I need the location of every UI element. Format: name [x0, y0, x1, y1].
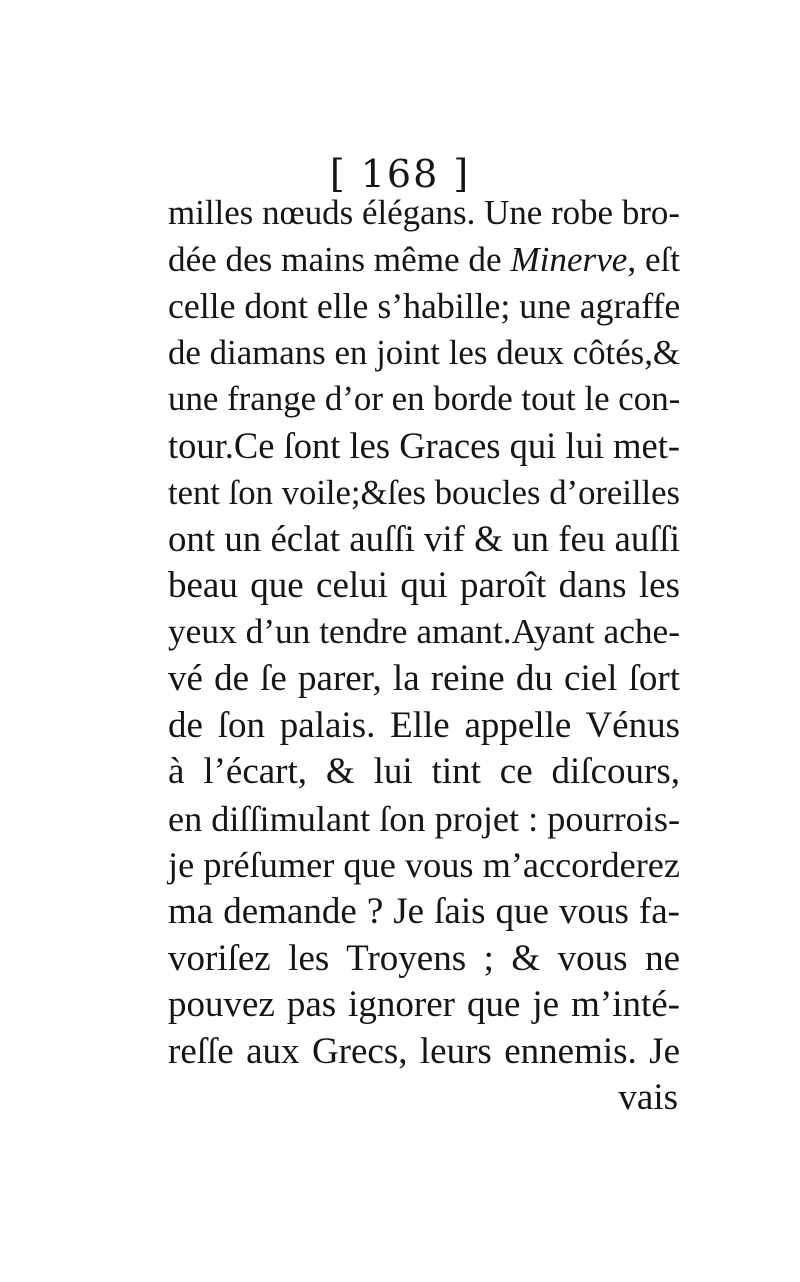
- text-line: une frange d’or en borde tout le con-: [168, 379, 681, 419]
- text-line: vé de ſe parer, la reine du ciel ſort: [168, 657, 680, 699]
- catchword: vais: [618, 1077, 678, 1119]
- text-line: [168, 237, 680, 284]
- body-text: [168, 190, 680, 1122]
- text-segment: , eſt: [627, 239, 681, 279]
- text-line: yeux d’un tendre amant.Ayant ache-: [168, 612, 680, 652]
- text-line: ont un éclat auſſi vif & un feu auſſi: [168, 518, 680, 560]
- text-line: voriſez les Troyens ; & vous ne: [168, 937, 680, 979]
- text-segment: dée des mains même de: [168, 239, 511, 279]
- text-line: de diamans en joint les deux côtés,&: [168, 332, 680, 372]
- text-line: beau que celui qui paroît dans les: [168, 564, 680, 606]
- italic-name-minerve: Minerve: [510, 239, 628, 279]
- text-line: reſſe aux Grecs, leurs ennemis. Je: [168, 1030, 680, 1072]
- text-line: celle dont elle s’habille; une agraffe: [168, 286, 681, 327]
- text-line: milles nœuds élégans. Une robe bro-: [168, 193, 680, 232]
- text-line: de ſon palais. Elle appelle Vénus: [168, 704, 680, 746]
- text-line: à l’écart, & lui tint ce diſcours,: [168, 751, 680, 793]
- page-number: [ 168 ]: [329, 152, 471, 196]
- text-line: ma demande ? Je ſais que vous fa-: [168, 890, 680, 932]
- text-line: tour.Ce ſont les Graces qui lui met-: [168, 424, 680, 466]
- text-line: je préſumer que vous m’accorderez: [168, 845, 680, 886]
- text-line: en diſſimulant ſon projet : pourrois-: [168, 798, 681, 839]
- text-line: pouvez pas ignorer que je m’inté-: [168, 984, 680, 1026]
- text-line: tent ſon voile;&ſes boucles d’oreilles: [168, 473, 680, 512]
